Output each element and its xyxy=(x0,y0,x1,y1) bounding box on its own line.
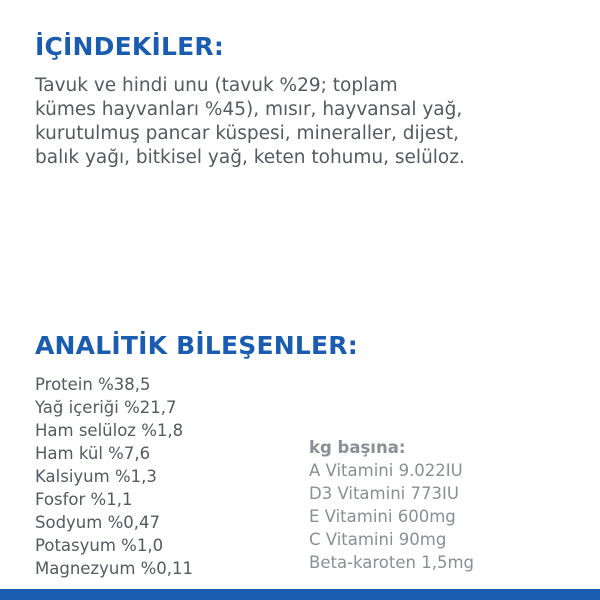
vitamin-item: C Vitamini 90mg xyxy=(309,530,447,549)
ingredients-line: kümes hayvanları %45), mısır, hayvansal yağ, xyxy=(35,99,463,120)
analytic-item: Magnezyum %0,11 xyxy=(35,559,194,578)
ingredients-line: balık yağı, bitkisel yağ, keten tohumu, selüloz. xyxy=(35,147,465,168)
vitamin-item: E Vitamini 600mg xyxy=(309,507,456,526)
analytic-item: Potasyum %1,0 xyxy=(35,536,164,555)
ingredients-text xyxy=(35,74,575,170)
analytic-item: Protein %38,5 xyxy=(35,375,151,394)
per-kg-additives xyxy=(309,436,474,574)
analytic-components-title: ANALİTİK BİLEŞENLER: xyxy=(35,331,358,360)
vitamin-item: Beta-karoten 1,5mg xyxy=(309,553,475,572)
per-kg-list xyxy=(309,459,474,574)
analytic-item: Ham kül %7,6 xyxy=(35,444,151,463)
ingredients-title: İÇİNDEKİLER: xyxy=(35,32,225,61)
vitamin-item: D3 Vitamini 773IU xyxy=(309,484,459,503)
vitamin-item: A Vitamini 9.022IU xyxy=(309,461,463,480)
analytic-item: Sodyum %0,47 xyxy=(35,513,160,532)
bottom-accent-bar xyxy=(0,589,600,600)
ingredients-line: Tavuk ve hindi unu (tavuk %29; toplam xyxy=(35,75,398,96)
analytic-components-list xyxy=(35,373,193,580)
analytic-item: Kalsiyum %1,3 xyxy=(35,467,157,486)
analytic-item: Fosfor %1,1 xyxy=(35,490,133,509)
per-kg-heading: kg başına: xyxy=(309,438,406,457)
analytic-item: Yağ içeriği %21,7 xyxy=(35,398,177,417)
ingredients-line: kurutulmuş pancar küspesi, mineraller, dijest, xyxy=(35,123,459,144)
analytic-item: Ham selüloz %1,8 xyxy=(35,421,184,440)
